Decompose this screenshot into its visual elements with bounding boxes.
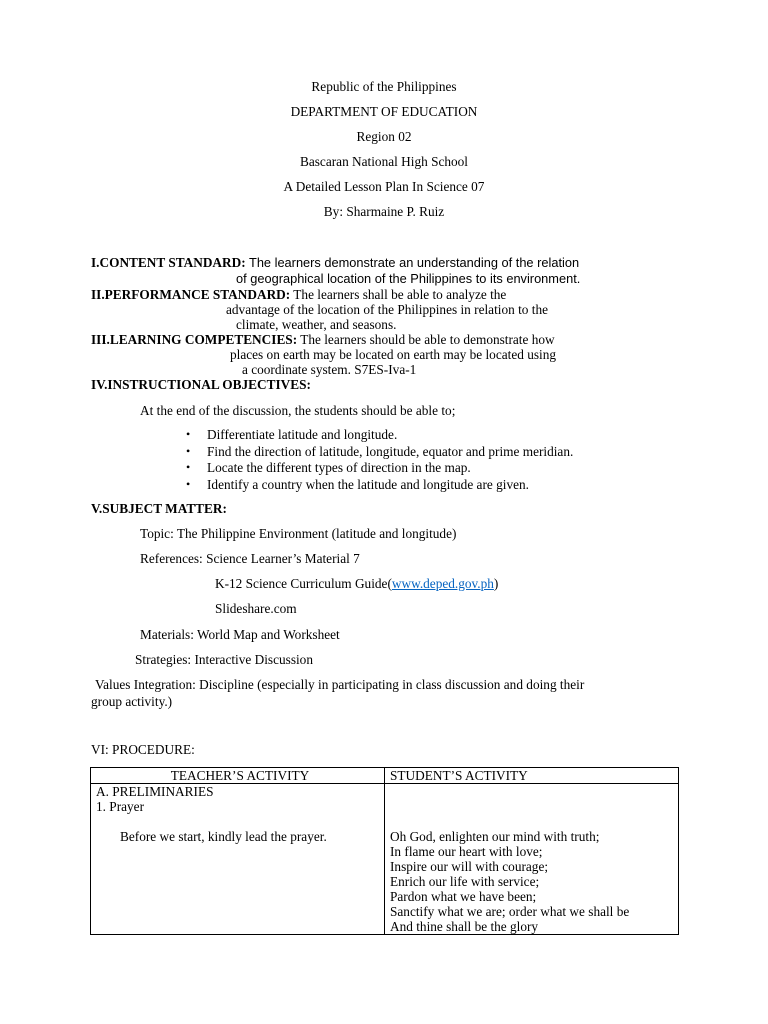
- content-standard-line1: [91, 255, 579, 270]
- header-republic: Republic of the Philippines: [311, 79, 457, 94]
- objectives-heading: IV.INSTRUCTIONAL OBJECTIVES:: [91, 377, 311, 392]
- header-region: Region 02: [356, 129, 412, 144]
- subject-values-line1: Values Integration: Discipline (especially in participating in class discussion and doing their: [95, 677, 585, 692]
- learning-competencies-line3: a coordinate system. S7ES-Iva-1: [242, 362, 417, 377]
- performance-standard-text1: The learners shall be able to analyze the: [290, 287, 507, 302]
- procedure-table: [90, 767, 679, 935]
- subsection-prayer: 1. Prayer: [96, 799, 144, 814]
- prayer-line: Inspire our will with courage;: [390, 859, 549, 874]
- subject-topic: Topic: The Philippine Environment (latitude and longitude): [140, 526, 457, 541]
- objectives-intro: At the end of the discussion, the students should be able to;: [140, 403, 456, 418]
- learning-competencies-text1: The learners should be able to demonstrate how: [297, 332, 555, 347]
- header-school: Bascaran National High School: [299, 154, 469, 169]
- performance-standard-line2: advantage of the location of the Philippines in relation to the: [226, 302, 548, 317]
- learning-competencies-heading: III.LEARNING COMPETENCIES:: [91, 332, 298, 347]
- performance-standard-line3: climate, weather, and seasons.: [236, 317, 397, 332]
- subject-reference-curriculum: K-12 Science Curriculum Guide(www.deped.gov.ph): [215, 576, 499, 591]
- content-standard-line2: of geographical location of the Philippines to its environment.: [236, 271, 581, 286]
- section-preliminaries: A. PRELIMINARIES: [96, 784, 214, 799]
- subject-strategies: Strategies: Interactive Discussion: [135, 652, 313, 667]
- procedure-heading: VI: PROCEDURE:: [91, 742, 195, 757]
- teacher-activity-header: TEACHER’S ACTIVITY: [91, 768, 385, 784]
- bullet-icon: •: [186, 477, 191, 491]
- teacher-activity-cell: [91, 784, 385, 935]
- objective-item: Locate the different types of direction in the map.: [207, 460, 471, 475]
- student-activity-cell: [385, 784, 679, 935]
- prayer-line: Oh God, enlighten our mind with truth;: [390, 829, 600, 844]
- header-author: By: Sharmaine P. Ruiz: [323, 204, 445, 219]
- deped-link[interactable]: www.deped.gov.ph: [391, 576, 494, 591]
- learning-competencies-line1: [91, 332, 555, 347]
- header-department: DEPARTMENT OF EDUCATION: [290, 104, 478, 119]
- subject-matter-heading: V.SUBJECT MATTER:: [91, 501, 227, 516]
- prayer-line: Sanctify what we are; order what we shall be: [390, 904, 630, 919]
- objective-item: Find the direction of latitude, longitude, equator and prime meridian.: [207, 444, 574, 459]
- subject-references: References: Science Learner’s Material 7: [140, 551, 360, 566]
- content-standard-text1: The learners demonstrate an understanding of the relation: [245, 255, 580, 270]
- prayer-line: Enrich our life with service;: [390, 874, 540, 889]
- bullet-icon: •: [186, 460, 191, 474]
- bullet-icon: •: [186, 427, 191, 441]
- bullet-icon: •: [186, 444, 191, 458]
- learning-competencies-line2: places on earth may be located on earth may be located using: [230, 347, 557, 362]
- prayer-line: In flame our heart with love;: [390, 844, 543, 859]
- table-row: [91, 784, 679, 935]
- subject-values-line2: group activity.): [91, 694, 173, 709]
- objective-item: Differentiate latitude and longitude.: [207, 427, 398, 442]
- prayer-line: And thine shall be the glory: [390, 919, 539, 934]
- table-header-row: [91, 768, 679, 784]
- performance-standard-line1: [91, 287, 506, 302]
- prayer-line: Pardon what we have been;: [390, 889, 537, 904]
- performance-standard-heading: II.PERFORMANCE STANDARD:: [91, 287, 291, 302]
- content-standard-heading: I.CONTENT STANDARD:: [91, 255, 246, 270]
- teacher-prayer-instruction: Before we start, kindly lead the prayer.: [120, 829, 327, 844]
- subject-materials: Materials: World Map and Worksheet: [140, 627, 340, 642]
- student-activity-header: STUDENT’S ACTIVITY: [385, 768, 679, 784]
- objective-item: Identify a country when the latitude and longitude are given.: [207, 477, 529, 492]
- subject-reference-slideshare: Slideshare.com: [215, 601, 297, 616]
- header-title: A Detailed Lesson Plan In Science 07: [283, 179, 485, 194]
